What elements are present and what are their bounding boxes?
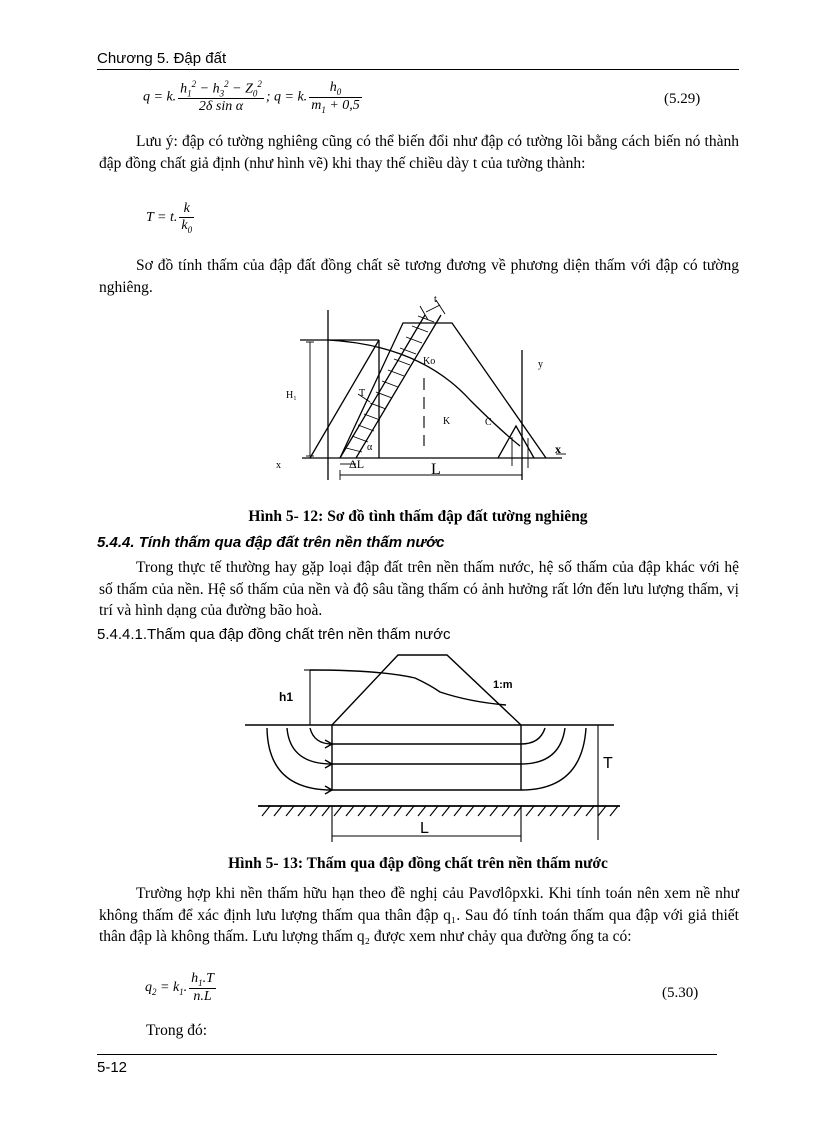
label-L: L bbox=[431, 461, 441, 478]
paragraph-pavlovsky: Trường hợp khi nền thấm hữu hạn theo đề nghị cảu Pavơlôpxki. Khi tính toán nên xem nề như không thấm để xác định lưu lượng thấm qua thân đập q₁. Sau đó tính toán thấm qua đập với giả thiết thân đập là không thấm. Lưu lượng thấm q₂ được xem như chảy qua đường ống ta có: bbox=[99, 885, 739, 945]
label-L: L bbox=[420, 820, 429, 837]
chapter-header: Chương 5. Đập đất bbox=[97, 50, 227, 67]
equivalent-upstream-slope bbox=[310, 340, 379, 458]
phreatic-line bbox=[310, 670, 506, 705]
core-wall-hatching bbox=[346, 316, 434, 452]
paragraph-permeable-foundation: Trong thực tế thường hay gặp loại đập đất trên nền thấm nước, hệ số thấm của đập khác với hệ số thấm của nền. Hệ số thấm của nền và độ sâu tầng thấm có ảnh hưởng rất lớn đến lưu lượng thấm, vị trí và hình dạng của đường bão hoà. bbox=[99, 559, 739, 619]
label-x-left: x bbox=[276, 460, 281, 471]
base-hatching bbox=[262, 806, 618, 816]
figure-5-13-diagram bbox=[240, 644, 630, 844]
figure-5-12-diagram bbox=[260, 294, 580, 494]
label-ko: Ko bbox=[423, 356, 436, 367]
label-y: y bbox=[538, 359, 543, 370]
left-flow-line-1 bbox=[267, 728, 332, 790]
paragraph-equivalence: Sơ đồ tính thấm của đập đất đồng chất sẽ tương đương về phương diện thấm với đập có tường nghiêng. bbox=[99, 257, 739, 296]
fraction-1: $\frac{h_1^2 - h_3^2 - Z_0^2}{\text{2δ sin α}}$ bbox=[180, 79, 262, 115]
left-flow-line-2 bbox=[287, 728, 332, 764]
section-heading-5-4-4-1: 5.4.4.1.Thấm qua đập đồng chất trên nền thấm nước bbox=[97, 626, 451, 643]
equation-number-5-30: (5.30) bbox=[662, 985, 699, 1001]
label-T: T bbox=[603, 755, 613, 772]
figure-5-13-caption: Hình 5- 13: Thấm qua đập đồng chất trên nền thấm nước bbox=[228, 855, 608, 872]
label-alpha: α bbox=[367, 442, 373, 453]
figure-5-12-caption: Hình 5- 12: Sơ đồ tình thấm đập đất tường nghiêng bbox=[248, 508, 588, 525]
label-slope: 1:m bbox=[493, 679, 513, 691]
label-delta-l: ΔL bbox=[349, 457, 365, 471]
footer-rule bbox=[97, 1054, 717, 1055]
right-flow-line-1 bbox=[521, 728, 586, 790]
paragraph-where: Trong đó: bbox=[146, 1022, 208, 1039]
eq-separator: ; q = k. bbox=[265, 89, 308, 105]
core-wall-right bbox=[356, 315, 441, 458]
fraction-2: $\frac{h_0}{m_1 + 0,5}$ bbox=[311, 79, 360, 115]
eq-lhs: q = k. bbox=[143, 89, 177, 105]
dam-body bbox=[340, 323, 546, 458]
label-T: T bbox=[359, 388, 366, 399]
page-number: 5-12 bbox=[97, 1059, 128, 1076]
right-flow-line-3 bbox=[521, 728, 545, 744]
label-K: K bbox=[443, 416, 451, 427]
label-C: C bbox=[485, 417, 492, 428]
label-h1: h1 bbox=[279, 690, 294, 704]
label-x-right: x bbox=[555, 442, 561, 456]
section-heading-5-4-4: 5.4.4. Tính thấm qua đập đất trên nền thấm nước bbox=[97, 534, 445, 551]
paragraph-note: Lưu ý: đập có tường nghiêng cũng có thể biến đổi như đập có tường lõi bằng cách biến nó thành đập đồng chất giả định (như hình vẽ) khi thay thế chiều dày t của tường thành: bbox=[99, 133, 739, 172]
equation-T: T = t. $\frac{k}{k_0}$ bbox=[146, 201, 193, 235]
equation-5-29 bbox=[143, 79, 364, 121]
label-t: t bbox=[434, 294, 437, 305]
header-rule bbox=[97, 69, 739, 70]
equation-number-5-29: (5.29) bbox=[664, 91, 701, 107]
label-h1: H₁ bbox=[286, 390, 297, 401]
equation-5-30: $q_2 = k_1$. $\frac{h_1.T}{n.L}$ bbox=[145, 971, 214, 1004]
